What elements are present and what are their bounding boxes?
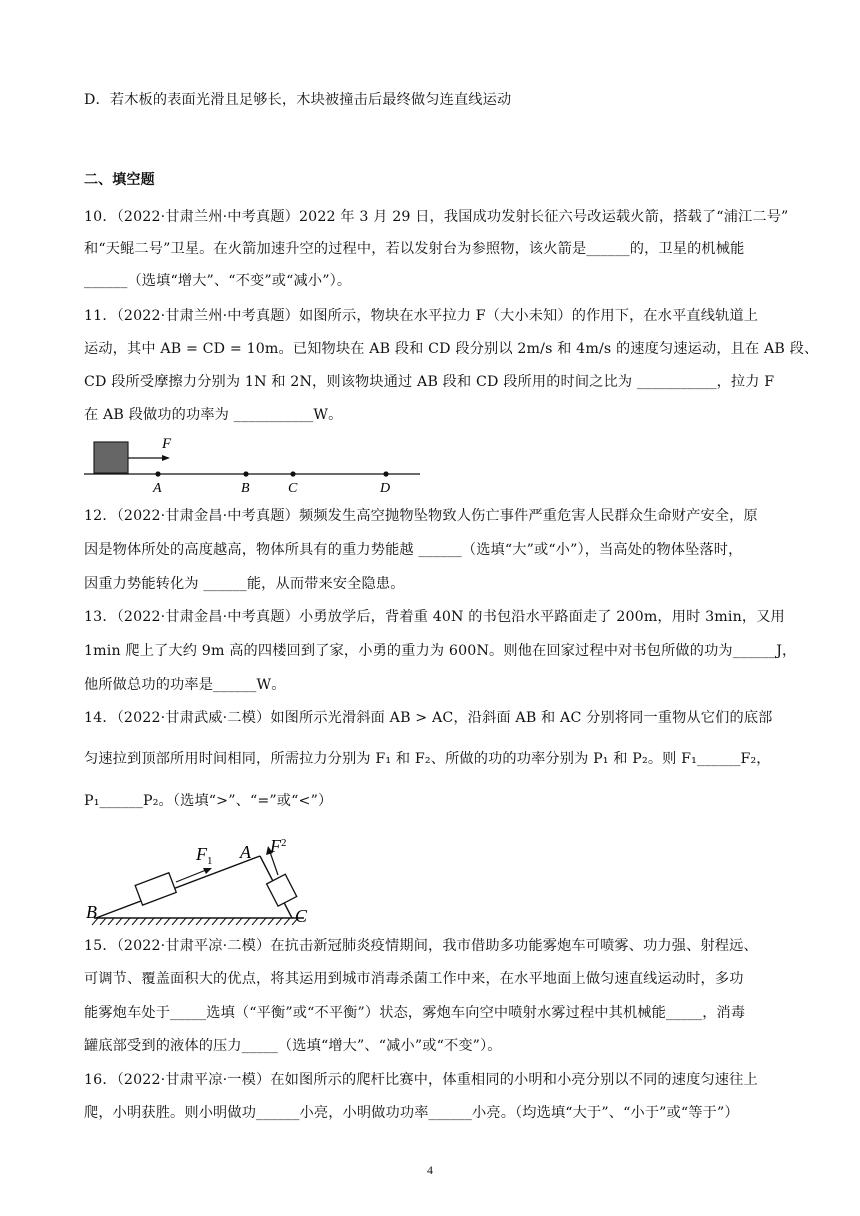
label-d: D bbox=[380, 481, 391, 494]
section-heading: 二、填空题 bbox=[84, 172, 155, 188]
q14-line-2: 匀速拉到顶部所用时间相同，所需拉力分别为 F₁ 和 F₂、所做的功的功率分别为 P₁ 和 P₂。则 F₁______F₂， bbox=[84, 751, 771, 767]
label-c: C bbox=[295, 906, 308, 926]
q15-line-3: 能雾炮车处于_____选填（“平衡”或“不平衡”）状态，雾炮车向空中喷射水雾过程中其机械能_____，消毒 bbox=[84, 1005, 746, 1021]
force-label: F bbox=[162, 436, 172, 452]
point-d bbox=[383, 471, 388, 476]
option-d: D．若木板的表面光滑且足够长，木块被撞击后最终做匀连直线运动 bbox=[84, 92, 512, 108]
label-c: C bbox=[288, 481, 298, 494]
label-a: A bbox=[153, 481, 162, 494]
label-b: B bbox=[86, 902, 97, 922]
q13-line-2: 1min 爬上了大约 9m 高的四楼回到了家，小勇的重力为 600N。则他在回家过程中对书包所做的功为______J， bbox=[84, 643, 797, 659]
q10-line-2: 和“天鲲二号”卫星。在火箭加速升空的过程中，若以发射台为参照物，该火箭是______的，卫星的机械能 bbox=[84, 241, 745, 257]
q11-line-2: 运动，其中 AB = CD = 10m。已知物块在 AB 段和 CD 段分别以 2m/s 和 4m/s 的速度匀速运动，且在 AB 段、 bbox=[84, 341, 819, 357]
f1-arrow bbox=[176, 870, 206, 882]
slope-ab bbox=[96, 856, 260, 918]
q13-line-1: 13．（2022·甘肃金昌·中考真题）小勇放学后，背着重 40N 的书包沿水平路面走了 200m，用时 3min，又用 bbox=[84, 609, 785, 625]
q10-line-1: 10．（2022·甘肃兰州·中考真题）2022 年 3 月 29 日，我国成功发射长征六号改运载火箭，搭载了“浦江二号” bbox=[84, 209, 789, 225]
q14-line-3: P₁______P₂。（选填“>”、“=”或“<”） bbox=[84, 793, 333, 809]
block-on-ab bbox=[135, 873, 176, 905]
label-b: B bbox=[241, 481, 250, 494]
label-a: A bbox=[240, 842, 251, 862]
q14-line-1: 14．（2022·甘肃武威·二模）如图所示光滑斜面 AB > AC，沿斜面 AB 和 AC 分别将同一重物从它们的底部 bbox=[84, 710, 773, 726]
ground-hatching bbox=[92, 918, 298, 925]
point-a bbox=[155, 471, 160, 476]
q11-line-4: 在 AB 段做功的功率为 ___________W。 bbox=[84, 407, 343, 423]
q15-line-2: 可调节、覆盖面积大的优点，将其运用到城市消毒杀菌工作中来，在水平地面上做匀速直线运动时，多功 bbox=[84, 971, 744, 987]
q11-line-1: 11．（2022·甘肃兰州·中考真题）如图所示，物块在水平拉力 F（大小未知）的作用下，在水平直线轨道上 bbox=[84, 308, 759, 324]
f1-label: $F_1$ bbox=[196, 844, 213, 867]
q13-line-3: 他所做总功的功率是______W。 bbox=[84, 677, 286, 693]
q12-line-2: 因是物体所处的高度越高，物体所具有的重力势能越 ______（选填“大”或“小”），当高处的物体坠落时， bbox=[84, 542, 743, 558]
q15-line-1: 15．（2022·甘肃平凉·二模）在抗击新冠肺炎疫情期间，我市借助多功能雾炮车可喷雾、功力强、射程远、 bbox=[84, 938, 758, 954]
force-arrowhead bbox=[162, 455, 170, 461]
q16-line-2: 爬，小明获胜。则小明做功______小亮，小明做功功率______小亮。（均选填“大于”、“小于”或“等于”） bbox=[84, 1105, 739, 1121]
track-diagram bbox=[84, 432, 429, 494]
point-b bbox=[243, 471, 248, 476]
page-number: 4 bbox=[427, 1163, 433, 1177]
point-c bbox=[290, 471, 295, 476]
q15-line-4: 罐底部受到的液体的压力_____（选填“增大”、“减小”或“不变”）。 bbox=[84, 1038, 502, 1054]
q16-line-1: 16．（2022·甘肃平凉·一模）在如图所示的爬杆比赛中，体重相同的小明和小亮分别以不同的速度匀速往上 bbox=[84, 1072, 758, 1088]
q12-line-3: 因重力势能转化为 ______能，从而带来安全隐患。 bbox=[84, 576, 405, 592]
q11-line-3: CD 段所受摩擦力分别为 1N 和 2N，则该物块通过 AB 段和 CD 段所用的时间之比为 ___________，拉力 F bbox=[84, 374, 775, 390]
f2-label: $F^2$ bbox=[270, 836, 287, 856]
incline-diagram bbox=[84, 830, 324, 926]
q12-line-1: 12．（2022·甘肃金昌·中考真题）频频发生高空抛物坠物致人伤亡事件严重危害人民群众生命财产安全，原 bbox=[84, 508, 758, 524]
block bbox=[94, 442, 128, 473]
q10-line-3: ______（选填“增大”、“不变”或“减小”）。 bbox=[84, 273, 352, 289]
